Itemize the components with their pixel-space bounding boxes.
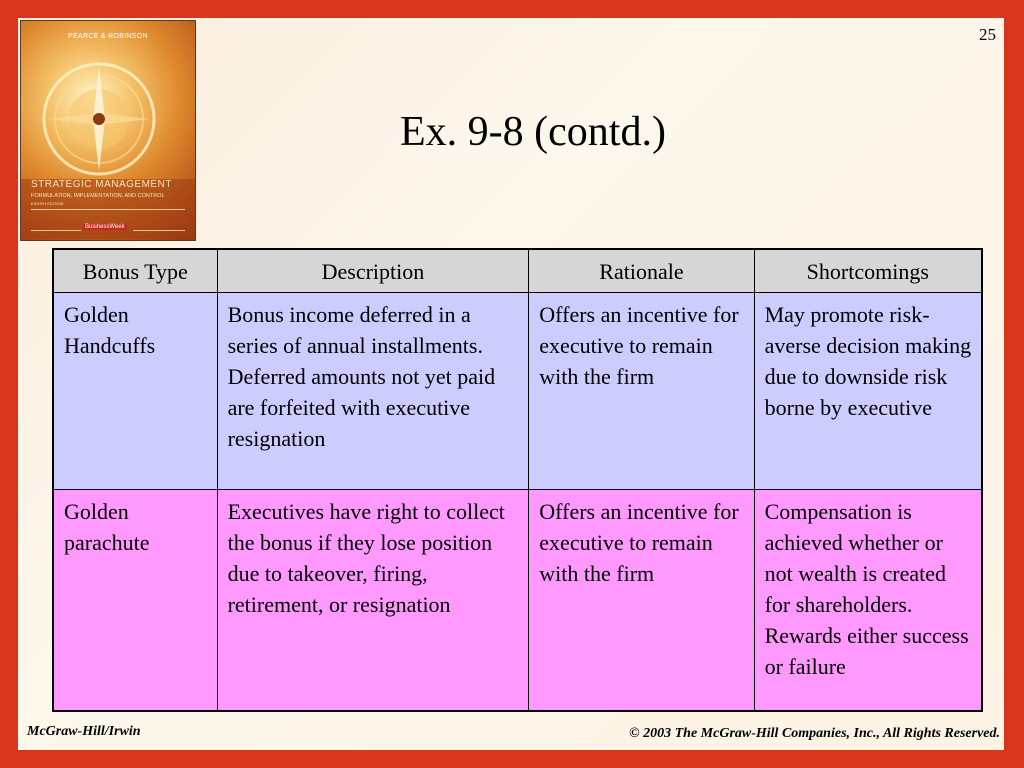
cell-rationale: Offers an incentive for executive to remain with the firm	[529, 293, 754, 490]
page-number: 25	[979, 25, 996, 44]
header-description: Description	[217, 249, 529, 293]
header-rationale: Rationale	[529, 249, 754, 293]
cell-description: Executives have right to collect the bonus if they lose position due to takeover, firing, retirement, or resignation	[217, 490, 529, 712]
cell-bonus-type: Golden parachute	[53, 490, 217, 712]
cell-description: Bonus income deferred in a series of annual installments. Deferred amounts not yet paid are forfeited with executive resignation	[217, 293, 529, 490]
table-row	[53, 293, 982, 490]
cell-shortcomings: May promote risk-averse decision making due to downside risk borne by executive	[754, 293, 982, 490]
cover-subtitle: FORMULATION, IMPLEMENTATION, AND CONTROL	[31, 193, 165, 199]
footer-copyright: © 2003 The McGraw-Hill Companies, Inc., All Rights Reserved.	[629, 726, 1000, 741]
table-header-row	[53, 249, 982, 293]
header-bonus-type: Bonus Type	[53, 249, 217, 293]
cover-title: STRATEGIC MANAGEMENT	[31, 179, 172, 190]
cover-edition: EIGHTH EDITION	[31, 201, 64, 206]
cover-publisher: PEARCE & ROBINSON	[68, 33, 148, 40]
cover-rule	[31, 209, 185, 210]
businessweek-logo: BusinessWeek	[85, 224, 125, 230]
bonus-types-table	[52, 248, 983, 712]
compass-icon	[39, 59, 159, 179]
cover-rule	[31, 230, 81, 231]
footer-publisher: McGraw-Hill/Irwin	[27, 724, 141, 739]
cell-rationale: Offers an incentive for executive to remain with the firm	[529, 490, 754, 712]
slide-title: Ex. 9-8 (contd.)	[400, 109, 666, 155]
cell-bonus-type: Golden Handcuffs	[53, 293, 217, 490]
header-shortcomings: Shortcomings	[754, 249, 982, 293]
cover-rule	[133, 230, 185, 231]
table-row	[53, 490, 982, 712]
book-cover-image	[20, 20, 196, 241]
slide	[18, 18, 1004, 750]
cell-shortcomings: Compensation is achieved whether or not wealth is created for shareholders. Rewards either success or failure	[754, 490, 982, 712]
